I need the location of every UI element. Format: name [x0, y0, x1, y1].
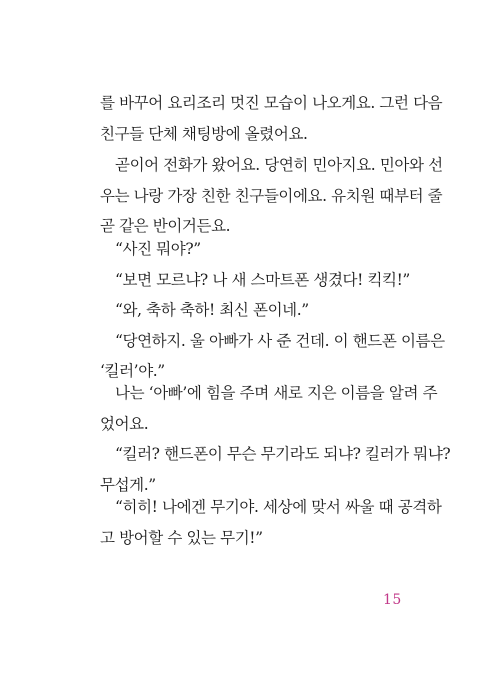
dialogue-line: 고 방어할 수 있는 무기!”	[100, 529, 263, 547]
text-line: 곧 같은 반이거든요.	[100, 217, 231, 235]
dialogue-line: “보면 모르냐? 나 새 스마트폰 생겼다! 킥킥!”	[115, 271, 410, 289]
text-line: 우는 나랑 가장 친한 친구들이에요. 유치원 때부터 줄	[100, 187, 443, 205]
dialogue-line: ‘킬러’야.”	[100, 362, 165, 380]
text-line: 나는 ‘아빠’에 힘을 주며 새로 지은 이름을 알려 주	[115, 384, 438, 402]
page-number: 15	[383, 592, 402, 608]
text-line: 를 바꾸어 요리조리 멋진 모습이 나오게요. 그런 다음	[100, 94, 443, 112]
dialogue-line: “사진 뭐야?”	[115, 240, 201, 258]
text-line: 친구들 단체 채팅방에 올렸어요.	[100, 125, 308, 143]
dialogue-line: “히히! 나에겐 무기야. 세상에 맞서 싸울 때 공격하	[115, 498, 442, 516]
dialogue-line: “킬러? 핸드폰이 무슨 무기라도 되냐? 킬러가 뭐냐?	[115, 445, 451, 463]
dialogue-line: “당연하지. 울 아빠가 사 준 건데. 이 핸드폰 이름은	[115, 332, 445, 350]
dialogue-line: 무섭게.”	[100, 476, 156, 494]
text-line: 곧이어 전화가 왔어요. 당연히 민아지요. 민아와 선	[115, 156, 443, 174]
text-line: 었어요.	[100, 415, 149, 433]
dialogue-line: “와, 축하 축하! 최신 폰이네.”	[115, 301, 309, 319]
